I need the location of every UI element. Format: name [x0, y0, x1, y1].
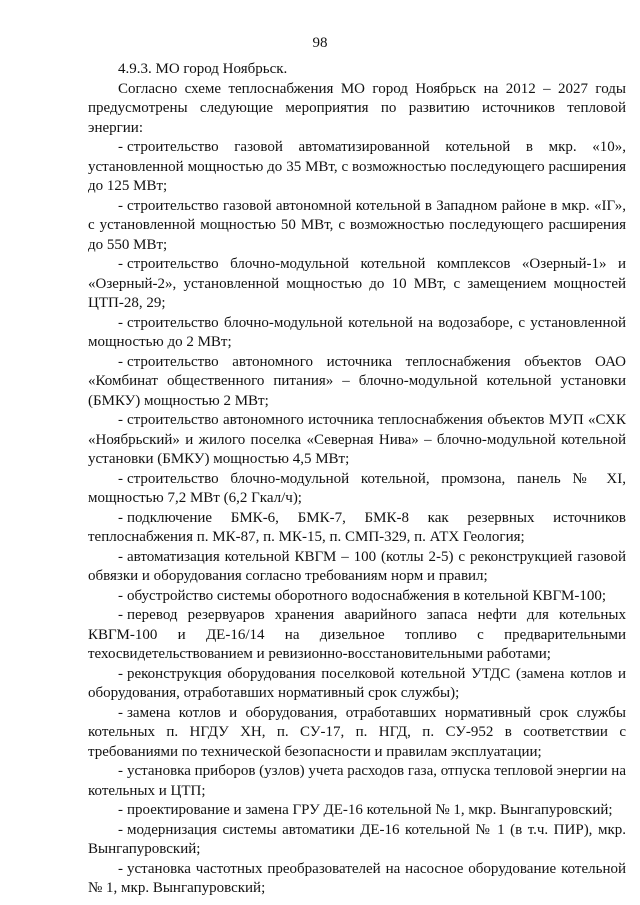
list-dash: - [118, 607, 123, 623]
list-item [88, 762, 626, 801]
list-item [88, 606, 626, 665]
list-item-text: реконструкция оборудования поселковой котельной УТДС (замена котлов и оборудования, отработавших нормативный срок службы); [88, 665, 626, 701]
list-dash: - [118, 587, 123, 604]
list-item [88, 587, 626, 607]
intro-paragraph: Согласно схеме теплоснабжения МО город Ноябрьск на 2012 – 2027 годы предусмотрены следующие мероприятия по развитию источников тепловой энергии: [88, 80, 626, 136]
measures-list [88, 138, 626, 899]
list-dash: - [118, 470, 123, 487]
list-item-text: проектирование и замена ГРУ ДЕ-16 котельной № 1, мкр. Вынгапуровский; [127, 802, 613, 818]
list-item-text: установка частотных преобразователей на насосное оборудование котельной № 1, мкр. Вынгапуровский; [88, 860, 626, 896]
list-item-text: строительство блочно-модульной котельной комплексов «Озерный-1» и «Озерный-2», установленной мощностью до 10 МВт, с замещением мощностей ЦТП-28, 29; [88, 256, 626, 311]
list-dash: - [118, 665, 123, 682]
list-dash: - [118, 353, 123, 370]
list-dash: - [118, 860, 123, 877]
list-item-text: модернизация системы автоматики ДЕ-16 котельной № 1 (в т.ч. ПИР), мкр. Вынгапуровский; [88, 821, 626, 857]
list-item [88, 548, 626, 587]
list-item-text: строительство автономного источника теплоснабжения объектов МУП «СХК «Ноябрьский» и жилого поселка «Северная Нива» – блочно-модульной котельной установки (БМКУ) мощностью 4,5 МВт; [88, 412, 626, 467]
page-number: 98 [312, 35, 328, 51]
list-dash: - [118, 509, 123, 526]
list-item-text: строительство блочно-модульной котельной на водозаборе, с установленной мощностью до 2 МВт; [88, 314, 626, 350]
list-dash: - [118, 763, 123, 779]
list-item-text: автоматизация котельной КВГМ – 100 (котлы 2-5) с реконструкцией газовой обвязки и оборудования согласно требованиям норм и правил; [88, 548, 626, 584]
list-item-text: строительство газовой автоматизированной котельной в мкр. «10», установленной мощностью до 35 МВт, с возможностью последующего расширения до 125 МВт; [88, 139, 626, 194]
list-dash: - [118, 821, 123, 838]
list-item [88, 801, 626, 821]
list-dash: - [118, 704, 123, 721]
list-item [88, 470, 626, 509]
list-dash: - [118, 314, 123, 331]
list-dash: - [118, 548, 123, 565]
list-item [88, 197, 626, 256]
list-item [88, 255, 626, 314]
list-item-text: подключение БМК-6, БМК-7, БМК-8 как резервных источников теплоснабжения п. МК-87, п. МК-15, п. СМП-329, п. АТХ Геология; [88, 509, 626, 545]
list-item [88, 314, 626, 353]
list-dash: - [118, 802, 123, 818]
list-dash: - [118, 197, 123, 214]
list-item-text: строительство автономного источника теплоснабжения объектов ОАО «Комбинат общественного питания» – блочно-модульной котельной установки (БМКУ) мощностью 2 МВт; [88, 353, 626, 409]
list-item-text: обустройство системы оборотного водоснабжения в котельной КВГМ-100; [127, 587, 607, 604]
list-item-text: замена котлов и оборудования, отработавших нормативный срок службы котельных п. НГДУ ХН, п. СУ-17, п. НГД, п. СУ-952 в соответствии с требованиями по технической безопасности и правилам эксплуатации; [88, 704, 626, 760]
list-item [88, 704, 626, 763]
list-item [88, 665, 626, 704]
list-item [88, 821, 626, 860]
list-item [88, 411, 626, 470]
page-content [88, 60, 626, 899]
list-dash: - [118, 412, 123, 428]
list-item-text: перевод резервуаров хранения аварийного запаса нефти для котельных КВГМ-100 и ДЕ-16/14 на дизельное топливо с предварительными техосвидетельствованием и ревизионно-восстановительными работами; [88, 607, 626, 662]
list-item-text: установка приборов (узлов) учета расходов газа, отпуска тепловой энергии на котельных и ЦТП; [88, 763, 626, 799]
list-dash: - [118, 256, 123, 272]
list-item [88, 860, 626, 899]
list-item-text: строительство газовой автономной котельной в Западном районе в мкр. «IГ», с установленной мощностью 50 МВт, с возможностью последующего расширения до 550 МВт; [88, 197, 626, 253]
list-item [88, 509, 626, 548]
list-item-text: строительство блочно-модульной котельной, промзона, панель № XI, мощностью 7,2 МВт (6,2 Гкал/ч); [88, 470, 626, 506]
list-item [88, 353, 626, 412]
list-dash: - [118, 139, 123, 155]
list-item [88, 138, 626, 197]
section-heading: 4.9.3. МО город Ноябрьск. [118, 61, 288, 77]
